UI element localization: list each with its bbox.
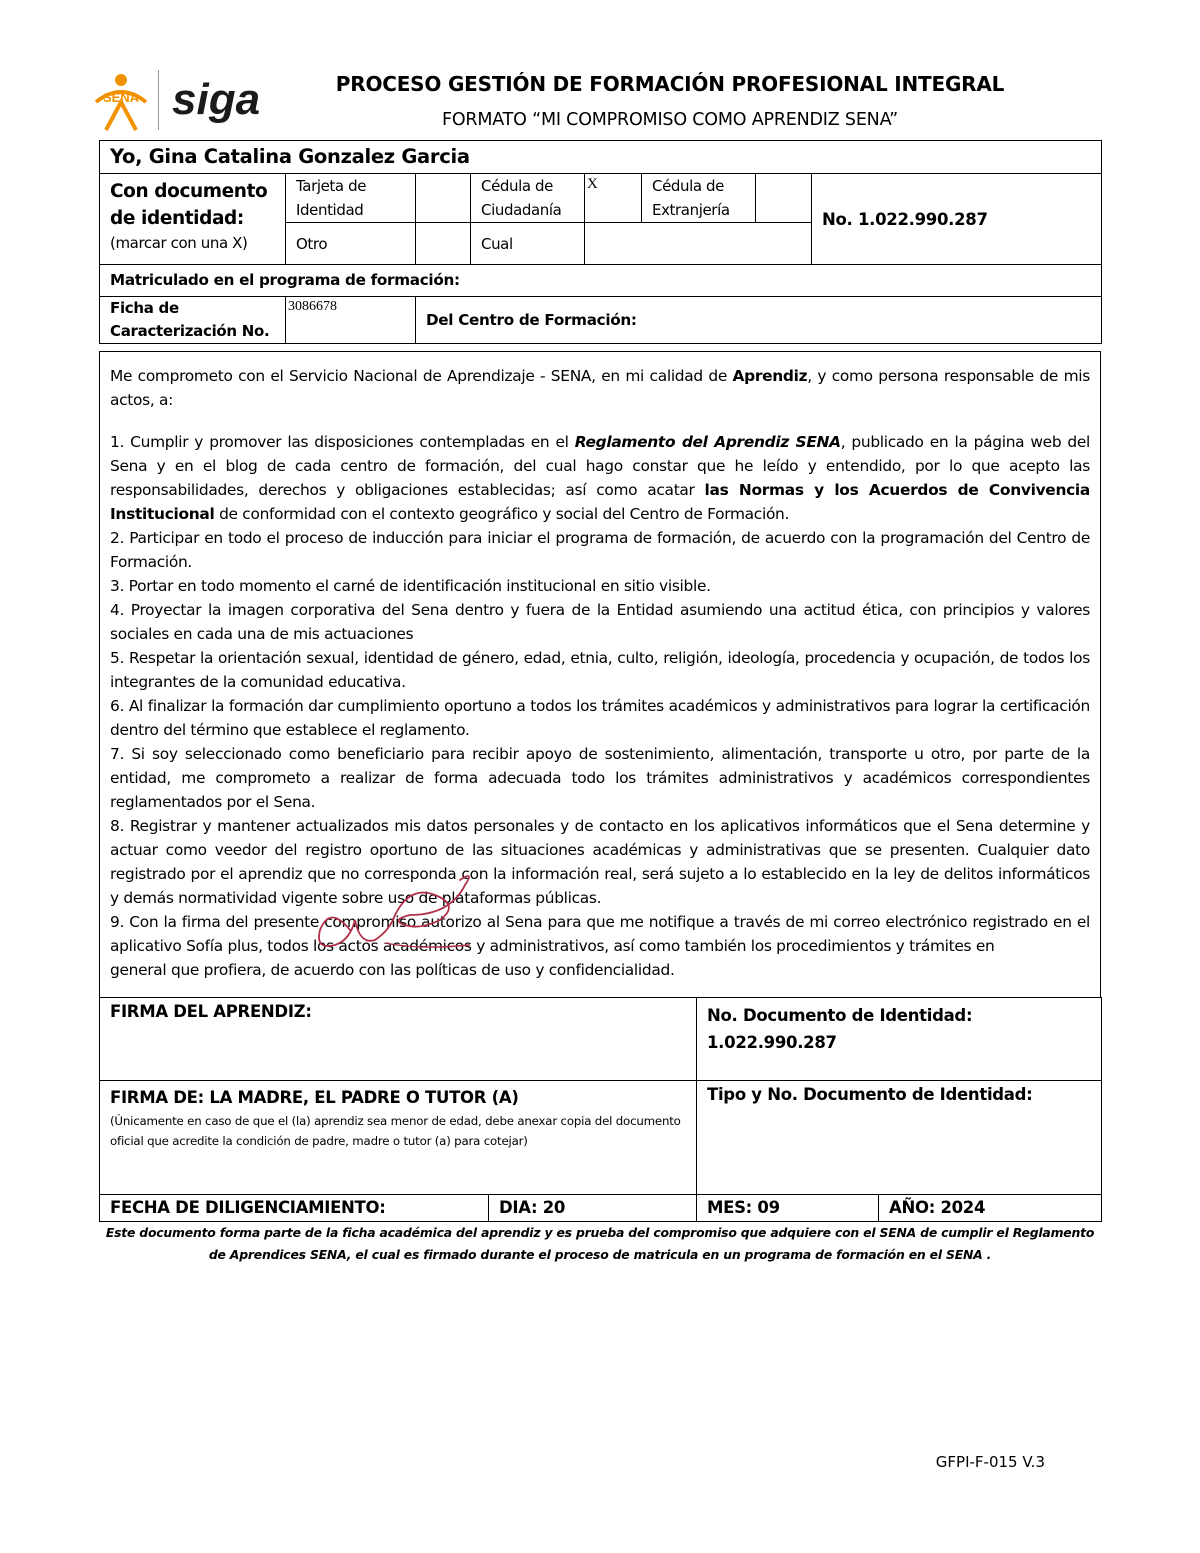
fecha-label: FECHA DE DILIGENCIAMIENTO: [100, 1195, 489, 1222]
otro-value[interactable] [416, 223, 471, 265]
document-number: No. 1.022.990.287 [812, 174, 1102, 265]
fecha-mes[interactable]: MES: 09 [697, 1195, 879, 1222]
commitment-item-4: 4. Proyectar la imagen corporativa del Sena dentro y fuera de la Entidad asumiendo una actitud ética, con principios y valores sociales en cada una de mis actuaciones [110, 601, 1090, 643]
cedula-label: Cédula de Ciudadanía [471, 174, 585, 223]
document-title: PROCESO GESTIÓN DE FORMACIÓN PROFESIONAL INTEGRAL [335, 72, 1005, 96]
identity-table [99, 140, 1102, 344]
form-code: GFPI-F-015 V.3 [935, 1453, 1045, 1471]
firma-aprendiz-label[interactable]: FIRMA DEL APRENDIZ: [100, 998, 697, 1081]
sena-logo-icon [92, 72, 150, 132]
centro-label: Del Centro de Formación: [416, 297, 1102, 344]
commitment-item-7: 7. Si soy seleccionado como beneficiario para recibir apoyo de sostenimiento, alimentación, transporte u otro, por parte de la entidad, me comprometo a realizar de forma adecuada todo los trámites administrativos y académicos correspondientes reglamentados por el Sena. [110, 745, 1090, 811]
tipo-doc-label[interactable]: Tipo y No. Documento de Identidad: [697, 1081, 1102, 1195]
firma-tutor-cell[interactable] [100, 1081, 697, 1195]
tarjeta-label: Tarjeta de Identidad [286, 174, 416, 223]
otro-label: Otro [286, 223, 416, 265]
commitment-item-2: 2. Participar en todo el proceso de inducción para iniciar el programa de formación, de acuerdo con la programación del Centro de Formación. [110, 529, 1090, 571]
doc-id-value: 1.022.990.287 [707, 1033, 837, 1052]
tarjeta-checkbox[interactable] [416, 174, 471, 223]
sena-logo-text: SENA [102, 90, 140, 105]
commitment-item-6: 6. Al finalizar la formación dar cumplimiento oportuno a todos los trámites académicos y administrativos para lograr la certificación dentro del término que establece el reglamento. [110, 697, 1090, 739]
commitment-item-3: 3. Portar en todo momento el carné de identificación institucional en sitio visible. [110, 577, 711, 595]
firma-tutor-note: (Únicamente en caso de que el (la) aprendiz sea menor de edad, debe anexar copia del documento oficial que acredite la condición de padre, madre o tutor (a) para cotejar) [110, 1114, 681, 1148]
document-type-cell [100, 174, 286, 265]
doc-id-label: No. Documento de Identidad: [707, 1006, 973, 1025]
logo-divider [158, 70, 159, 130]
commitment-item-9: 9. Con la firma del presente compromiso autorizo al Sena para que me notifique a través de mi correo electrónico registrado en el aplicativo Sofía plus, todos los actos académicos y administrativos, así como también los procedimientos y trámites en [110, 913, 1090, 955]
ficha-label: Ficha de Caracterización No. [100, 297, 286, 344]
commitments-text [110, 364, 1090, 982]
document-subtitle: FORMATO “MI COMPROMISO COMO APRENDIZ SENA” [441, 110, 899, 130]
commitments-intro: Me comprometo con el Servicio Nacional de Aprendizaje - SENA, en mi calidad de Aprendiz, y como persona responsable de mis actos, a: [110, 367, 1090, 409]
student-name-line: Yo, Gina Catalina Gonzalez Garcia [100, 141, 1102, 174]
cual-label: Cual [471, 223, 585, 265]
commitment-item-1: 1. Cumplir y promover las disposiciones contempladas en el Reglamento del Aprendiz SENA, publicado en la página web del Sena y en el blog de cada centro de formación, del cual hago constar que he leído y entendido, por lo que acepto las responsabilidades, derechos y obligaciones establecidas; así como acatar las Normas y los Acuerdos de Convivencia Institucional de conformidad con el contexto geográfico y social del Centro de Formación. [110, 433, 1090, 523]
cual-value[interactable] [585, 223, 812, 265]
fecha-dia[interactable]: DIA: 20 [489, 1195, 697, 1222]
doc-id-cell [697, 998, 1102, 1081]
cedula-checkbox[interactable]: X [585, 174, 642, 223]
program-label: Matriculado en el programa de formación: [100, 265, 1102, 297]
footer-note: Este documento forma parte de la ficha académica del aprendiz y es prueba del compromiso que adquiere con el SENA de cumplir el Reglamento de Aprendices SENA, el cual es firmado durante el proceso de matricula en un programa de formación en el SENA . [105, 1225, 1095, 1262]
siga-logo-icon [170, 74, 265, 130]
extranjeria-label: Cédula de Extranjería [642, 174, 756, 223]
signature-table [99, 997, 1102, 1222]
commitment-item-8: 8. Registrar y mantener actualizados mis datos personales y de contacto en los aplicativos informáticos que el Sena determine y actuar como veedor del registro oportuno de las situaciones académicas y administrativas que se presenten. Cualquier dato registrado por el aprendiz que no corresponda con la información real, será sujeto a lo establecido en la ley de delitos informáticos y demás normatividad vigente sobre uso de plataformas públicas. [110, 817, 1090, 907]
extranjeria-checkbox[interactable] [756, 174, 812, 223]
fecha-anio[interactable]: AÑO: 2024 [879, 1195, 1102, 1222]
document-type-label: Con documento de identidad: [110, 181, 268, 229]
firma-tutor-label: FIRMA DE: LA MADRE, EL PADRE O TUTOR (A) [110, 1088, 519, 1107]
commitment-item-5: 5. Respetar la orientación sexual, identidad de género, edad, etnia, culto, religión, ideología, procedencia y ocupación, de todos los integrantes de la comunidad educativa. [110, 649, 1090, 691]
commitment-item-9-end: general que profiera, de acuerdo con las políticas de uso y confidencialidad. [110, 961, 675, 979]
siga-logo-text: siga [172, 75, 261, 124]
signature-mark-icon [300, 875, 510, 965]
ficha-value[interactable]: 3086678 [286, 297, 416, 344]
document-type-hint: (marcar con una X) [110, 234, 248, 252]
